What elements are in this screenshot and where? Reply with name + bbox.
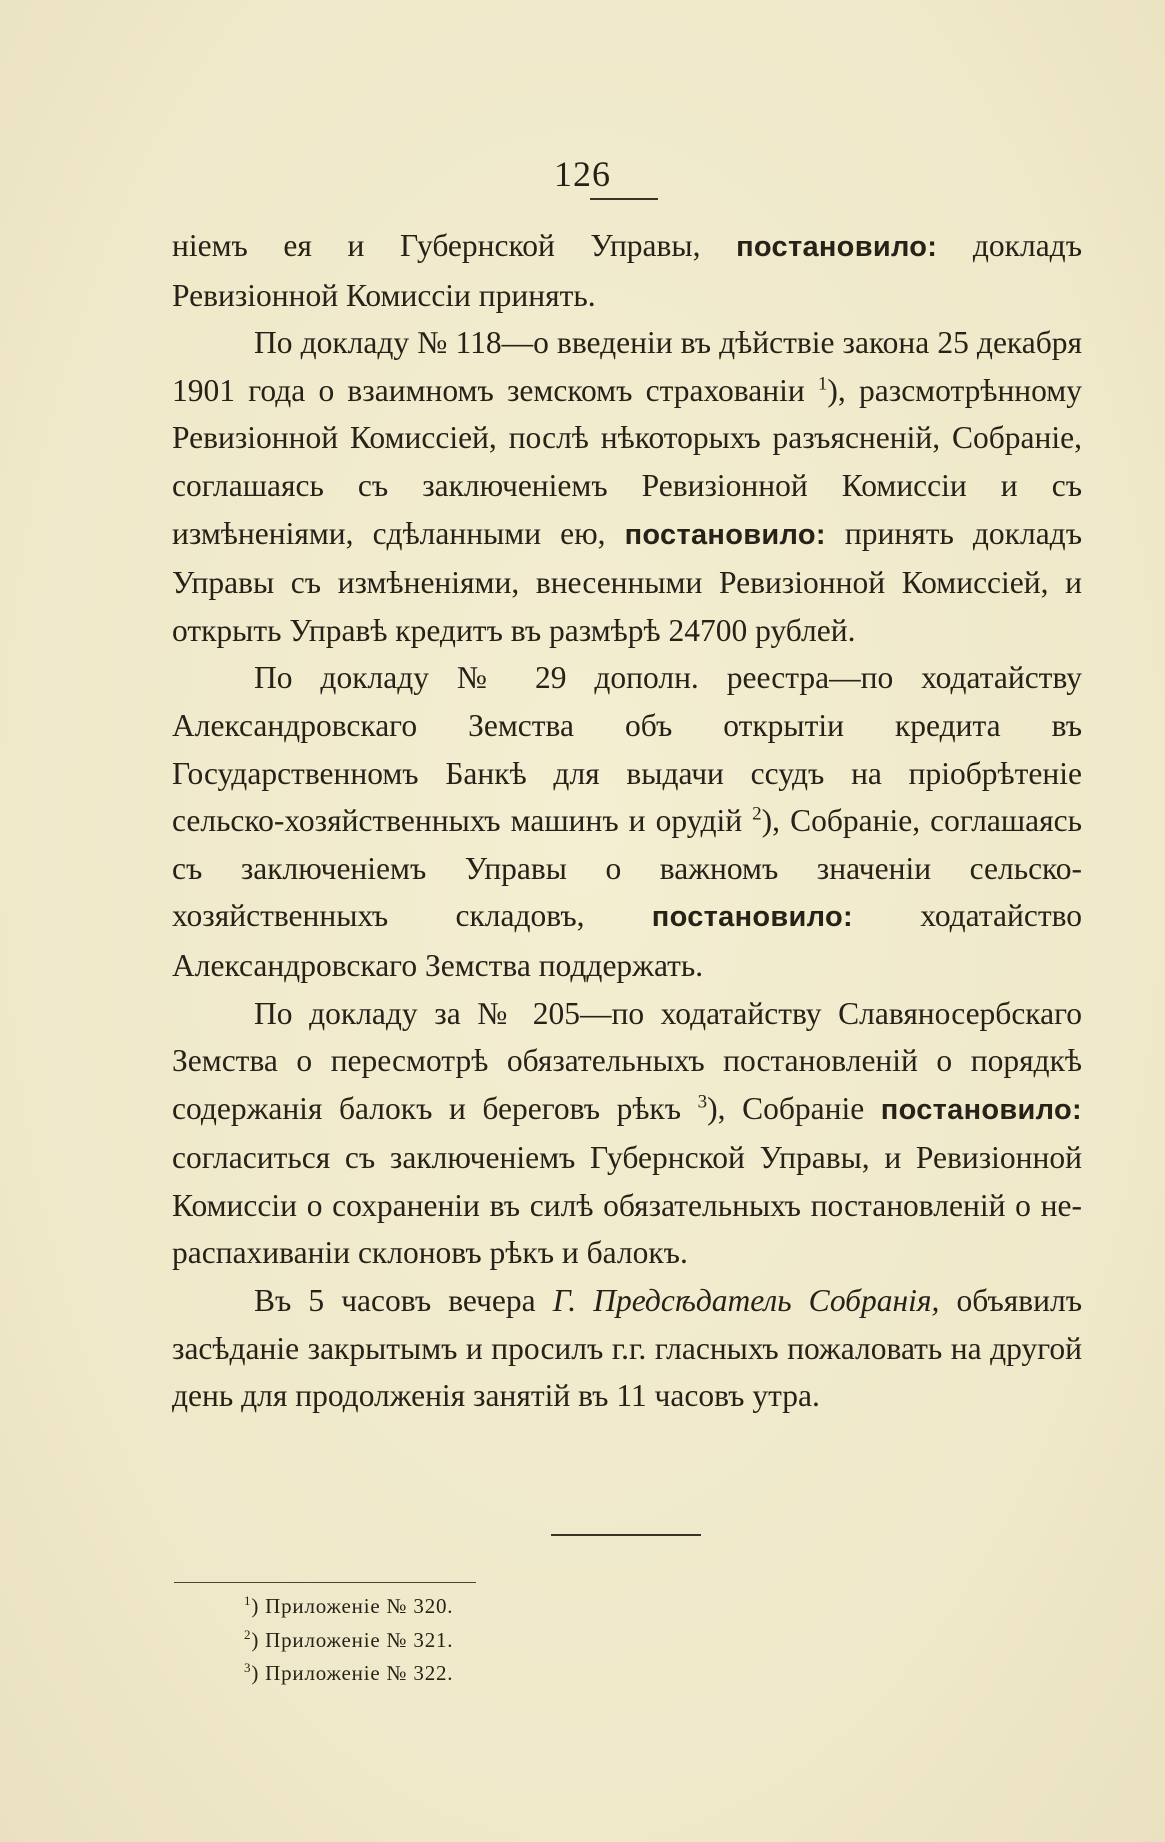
paragraph-text: ходатайство Александровскаго Земства поддержать. [172, 898, 1082, 983]
footnote-1 [244, 1590, 453, 1624]
body-text [172, 222, 1082, 1420]
paragraph-text: По докладу за № 205—по ходатайству Славяносербскаго Земства о пересмотрѣ обязательныхъ постановленій о порядкѣ содержанія балокъ и береговъ рѣкъ [172, 995, 1082, 1126]
footnote-reference: 3 [697, 1091, 708, 1113]
footnote-text: ) Приложеніе № 320. [251, 1594, 454, 1618]
paragraph-3 [172, 654, 1082, 989]
resolution-keyword: постановило: [736, 231, 938, 263]
footnote-text: ) Приложеніе № 321. [251, 1627, 454, 1652]
footnotes [244, 1590, 453, 1691]
page-number: 126 [554, 154, 611, 194]
paragraph-1 [172, 222, 1082, 319]
resolution-keyword: постановило: [880, 1093, 1082, 1126]
paragraph-5 [172, 1277, 1082, 1420]
paragraph-text: ), Собраніе, соглашаясь съ заключеніемъ Управы о важномъ значеніи сельско-хозяйственныхъ складовъ, [172, 803, 1082, 934]
chairman-title: Г. Предсѣдатель Собранія, [552, 1283, 940, 1319]
footnote-2 [244, 1624, 453, 1658]
footnote-separator [174, 1582, 476, 1583]
footnote-mark: 3 [244, 1660, 252, 1675]
footnote-reference: 2 [752, 803, 762, 825]
paragraph-text: согласиться съ заключеніемъ Губернской Управы, и Ревизіонной Комиссіи о сохраненіи въ силѣ обязательныхъ постановленій о нераспахиваніи склоновъ рѣкъ и балокъ. [172, 1140, 1082, 1271]
resolution-keyword: постановило: [651, 901, 853, 934]
paragraph-text: объявилъ засѣданіе закрытымъ и просилъ г.г. гласныхъ пожаловать на другой день для продолженія занятій въ 11 часовъ утра. [172, 1283, 1083, 1414]
closing-divider [551, 1534, 701, 1536]
footnote-reference: 1 [817, 373, 828, 395]
paragraph-text: принять докладъ Управы съ измѣненіями, внесенными Ревизіонной Комиссіей, и открыть Управѣ кредитъ въ размѣрѣ 24700 рублей. [172, 515, 1082, 648]
page-number-underline [590, 198, 658, 200]
footnote-text: ) Приложеніе № 322. [251, 1661, 454, 1685]
paragraph-4 [172, 990, 1082, 1278]
footnote-3 [244, 1657, 453, 1691]
paragraph-text: докладъ Ревизіонной Комиссіи принять. [172, 228, 1082, 313]
paragraph-2 [172, 319, 1082, 654]
paragraph-text: ), разсмотрѣнному Ревизіонной Комиссіей, послѣ нѣкоторыхъ разъясненій, Собраніе, соглашаясь съ заключеніемъ Ревизіонной Комиссіи и съ измѣненіями, сдѣланными ею, [172, 372, 1082, 551]
footnote-mark: 2 [244, 1626, 252, 1642]
paragraph-text: Въ 5 часовъ вечера [254, 1283, 553, 1319]
paragraph-text: ніемъ ея и Губернской Управы, [172, 228, 737, 263]
resolution-keyword: постановило: [624, 518, 826, 551]
paragraph-text: По докладу № 118—о введеніи въ дѣйствіе закона 25 декабря 1901 года о взаимномъ земскомъ страхованіи [172, 325, 1082, 408]
paragraph-text: По докладу № 29 дополн. реестра—по ходатайству Александровскаго Земства объ открытіи кредита въ Государственномъ Банкѣ для выдачи ссудъ на пріобрѣтеніе сельско-хозяйственныхъ машинъ и орудій [172, 660, 1082, 839]
paragraph-text: ), Собраніе [707, 1090, 881, 1126]
footnote-mark: 1 [244, 1593, 252, 1608]
